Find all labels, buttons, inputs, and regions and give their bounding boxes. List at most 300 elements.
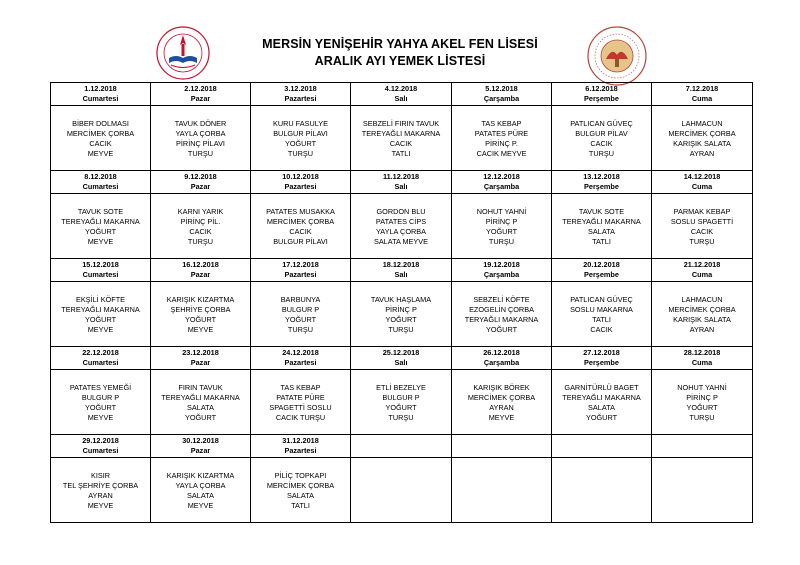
menu-cell [552, 370, 652, 435]
day-weekday: Pazartesi [284, 182, 317, 191]
menu-row [51, 458, 753, 523]
menu-item: YOĞURT [485, 325, 518, 334]
list-title: ARALIK AYI YEMEK LİSTESİ [314, 54, 486, 68]
menu-item: TAS KEBAP [481, 119, 522, 128]
menu-item: SALATA [187, 491, 214, 500]
menu-cell [552, 458, 652, 523]
menu-item: TURŞU [689, 237, 715, 246]
menu-item: TEREYAĞLI MAKARNA [562, 393, 641, 402]
menu-item: SALATA [287, 491, 314, 500]
menu-item: PİRİNÇ PİLAVI [176, 139, 225, 148]
date-cell [251, 259, 351, 282]
menu-items [51, 205, 150, 247]
menu-cell [351, 282, 452, 347]
menu-item: TURŞU [187, 149, 214, 158]
menu-item: KARIŞIK SALATA [673, 139, 731, 148]
menu-item: BARBUNYA [280, 295, 321, 304]
day-date: 2.12.2018 [184, 84, 217, 93]
menu-item: TURŞU [187, 237, 214, 246]
menu-item: TURŞU [588, 149, 615, 158]
menu-item: TEREYAĞLI MAKARNA [161, 393, 240, 402]
day-date: 22.12.2018 [82, 348, 119, 357]
menu-items [552, 489, 651, 491]
menu-cell [151, 194, 251, 259]
day-weekday: Cuma [691, 182, 713, 191]
menu-items [552, 117, 651, 159]
menu-item: TAVUK SOTE [578, 207, 625, 216]
menu-items [351, 381, 451, 423]
date-cell [552, 259, 652, 282]
menu-items [452, 205, 551, 247]
date-cell [51, 83, 151, 106]
menu-items [151, 381, 250, 423]
menu-cell [151, 106, 251, 171]
menu-item: MEYVE [87, 237, 114, 246]
menu-item: KARNI YARIK [177, 207, 224, 216]
date-cell [652, 435, 753, 458]
menu-cell [652, 106, 753, 171]
menu-cell [452, 194, 552, 259]
day-date: 17.12.2018 [282, 260, 319, 269]
menu-items [351, 205, 451, 247]
day-date: 20.12.2018 [583, 260, 620, 269]
menu-item: TURŞU [287, 149, 314, 158]
menu-item: TEREYAĞLI MAKARNA [361, 129, 441, 138]
menu-item: SEBZELİ FIRIN TAVUK [362, 119, 440, 128]
date-cell [251, 83, 351, 106]
menu-item: MEYVE [488, 413, 515, 422]
menu-item: YOĞURT [686, 403, 718, 412]
day-date: 26.12.2018 [483, 348, 520, 357]
day-weekday: Salı [394, 358, 408, 367]
menu-item: PATATES YEMEĞİ [69, 383, 132, 392]
menu-item: YOĞURT [184, 315, 217, 324]
date-cell [351, 83, 452, 106]
menu-item: KARIŞIK SALATA [673, 315, 731, 324]
day-weekday: Perşembe [584, 270, 619, 279]
menu-cell [652, 458, 753, 523]
menu-item: PİRİNÇ P [385, 305, 417, 314]
menu-items [552, 205, 651, 247]
menu-items [251, 381, 350, 423]
menu-item: SALATA [187, 403, 214, 412]
menu-item: SEBZELİ KÖFTE [473, 295, 530, 304]
menu-item: CACIK [590, 325, 613, 334]
menu-items [251, 293, 350, 335]
menu-item: MERCİMEK ÇORBA [668, 305, 736, 314]
day-weekday: Cuma [691, 358, 713, 367]
menu-cell [51, 370, 151, 435]
menu-cell [552, 194, 652, 259]
menu-item: YOĞURT [284, 315, 317, 324]
date-cell [652, 259, 753, 282]
menu-item: SALATA [588, 403, 615, 412]
menu-item: SPAGETTİ SOSLU [269, 403, 332, 412]
day-date: 14.12.2018 [683, 172, 721, 181]
menu-item: TEREYAĞLI MAKARNA [562, 217, 641, 226]
day-weekday: Pazar [190, 182, 211, 191]
date-row [51, 83, 753, 106]
date-cell [151, 83, 251, 106]
day-weekday: Perşembe [584, 358, 619, 367]
menu-item: PATATES PÜRE [474, 129, 529, 138]
menu-items [452, 381, 551, 423]
day-date: 3.12.2018 [284, 84, 317, 93]
menu-item: TAVUK SOTE [77, 207, 124, 216]
day-weekday: Cuma [691, 94, 713, 103]
menu-item: SALATA [588, 227, 615, 236]
menu-item: BİBER DOLMASI [72, 119, 129, 128]
day-weekday: Salı [394, 270, 408, 279]
day-date: 16.12.2018 [182, 260, 219, 269]
date-cell [51, 435, 151, 458]
menu-items [351, 293, 451, 335]
menu-item: NOHUT YAHNİ [476, 207, 527, 216]
date-cell [552, 347, 652, 370]
day-date: 11.12.2018 [382, 172, 420, 181]
menu-items [652, 489, 752, 491]
day-date: 31.12.2018 [282, 436, 319, 445]
menu-item: EKŞİLİ KÖFTE [75, 295, 126, 304]
menu-items [251, 205, 350, 247]
menu-item: PİRİNÇ P [485, 217, 518, 226]
menu-items [652, 205, 752, 247]
menu-cell [652, 282, 753, 347]
date-cell [452, 83, 552, 106]
date-cell [452, 347, 552, 370]
menu-cell [151, 282, 251, 347]
menu-item: YOĞURT [385, 315, 417, 324]
menu-items [151, 205, 250, 247]
date-cell [552, 435, 652, 458]
menu-item: TATLI [391, 149, 411, 158]
menu-item: YOĞURT [184, 413, 217, 422]
menu-item: TATLI [291, 501, 310, 510]
menu-cell [351, 106, 452, 171]
menu-item: YOĞURT [385, 403, 417, 412]
date-cell [351, 171, 452, 194]
menu-cell [652, 194, 753, 259]
menu-row [51, 370, 753, 435]
menu-items [51, 117, 150, 159]
menu-item: PATATES MUSAKKA [266, 207, 335, 216]
date-cell [351, 347, 452, 370]
day-date: 5.12.2018 [485, 84, 518, 93]
date-cell [351, 435, 452, 458]
day-weekday: Pazar [190, 446, 211, 455]
menu-item: MERCİMEK ÇORBA [266, 217, 335, 226]
date-cell [51, 171, 151, 194]
menu-table [50, 82, 753, 523]
menu-cell [51, 458, 151, 523]
menu-items [351, 489, 451, 491]
date-row [51, 347, 753, 370]
menu-item: TAVUK HAŞLAMA [370, 295, 432, 304]
menu-item: CACIK [289, 227, 312, 236]
menu-items [351, 117, 451, 159]
day-date: 18.12.2018 [382, 260, 420, 269]
menu-item: NOHUT YAHNİ [677, 383, 727, 392]
menu-item: TATLI [592, 315, 611, 324]
day-weekday: Çarşamba [483, 270, 520, 279]
menu-item: PATATES CİPS [375, 217, 427, 226]
menu-item: TEL ŞEHRİYE ÇORBA [62, 481, 139, 490]
menu-item: BULGUR P [81, 393, 120, 402]
menu-cell [151, 458, 251, 523]
menu-item: BULGUR P [382, 393, 420, 402]
date-cell [652, 171, 753, 194]
menu-items [151, 117, 250, 159]
day-date: 24.12.2018 [282, 348, 319, 357]
day-date: 13.12.2018 [583, 172, 620, 181]
menu-cell [452, 458, 552, 523]
day-weekday: Çarşamba [483, 182, 520, 191]
menu-item: CACIK [590, 139, 613, 148]
day-weekday: Cumartesi [82, 446, 119, 455]
menu-item: AYRAN [689, 325, 715, 334]
day-date: 28.12.2018 [683, 348, 721, 357]
menu-item: BULGUR PİLAV [575, 129, 628, 138]
menu-cell [452, 370, 552, 435]
menu-cell [452, 106, 552, 171]
menu-item: TURŞU [287, 325, 314, 334]
menu-item: TAS KEBAP [280, 383, 321, 392]
day-weekday: Pazartesi [284, 358, 317, 367]
day-weekday: Cumartesi [82, 270, 119, 279]
menu-items [452, 489, 551, 491]
menu-item: CACIK [189, 227, 212, 236]
menu-items [251, 469, 350, 511]
date-cell [652, 347, 753, 370]
menu-item: TEREYAĞLI MAKARNA [61, 305, 140, 314]
day-date: 12.12.2018 [483, 172, 520, 181]
day-weekday: Pazartesi [284, 94, 317, 103]
menu-row [51, 194, 753, 259]
menu-item: AYRAN [689, 149, 715, 158]
menu-items [552, 381, 651, 423]
day-date: 7.12.2018 [685, 84, 719, 93]
menu-items [452, 117, 551, 159]
menu-items [51, 381, 150, 423]
menu-item: TATLI [592, 237, 611, 246]
menu-item: PİRİNÇ P [686, 393, 718, 402]
day-date: 25.12.2018 [382, 348, 420, 357]
menu-cell [51, 282, 151, 347]
menu-item: MEYVE [187, 501, 214, 510]
date-cell [51, 259, 151, 282]
menu-item: KARIŞIK BÖREK [473, 383, 530, 392]
menu-item: CACIK [690, 227, 714, 236]
day-date: 4.12.2018 [384, 84, 418, 93]
date-cell [251, 171, 351, 194]
date-row [51, 171, 753, 194]
menu-item: MERCİMEK ÇORBA [266, 481, 335, 490]
menu-item: KISIR [90, 471, 111, 480]
menu-item: CACIK TURŞU [275, 413, 326, 422]
day-date: 9.12.2018 [184, 172, 217, 181]
menu-cell [51, 106, 151, 171]
day-weekday: Pazar [190, 358, 211, 367]
day-weekday: Perşembe [584, 94, 619, 103]
day-weekday: Salı [394, 94, 408, 103]
date-cell [151, 171, 251, 194]
menu-item: YOĞURT [84, 227, 117, 236]
date-row [51, 435, 753, 458]
date-cell [552, 171, 652, 194]
menu-item: MEYVE [87, 325, 114, 334]
menu-item: PİRİNÇ P. [485, 139, 518, 148]
date-cell [251, 347, 351, 370]
menu-item: YOĞURT [485, 227, 518, 236]
menu-item: YOĞURT [284, 139, 317, 148]
menu-items [552, 293, 651, 335]
menu-item: PARMAK KEBAP [673, 207, 731, 216]
menu-item: PATATE PÜRE [276, 393, 325, 402]
menu-cell [151, 370, 251, 435]
menu-cell [251, 458, 351, 523]
menu-item: SOSLU SPAGETTİ [670, 217, 734, 226]
day-weekday: Çarşamba [483, 94, 520, 103]
menu-item: YAYLA ÇORBA [175, 129, 226, 138]
title-block [0, 36, 800, 70]
menu-item: PİLİÇ TOPKAPI [274, 471, 327, 480]
menu-item: SALATA MEYVE [373, 237, 429, 246]
menu-cell [552, 282, 652, 347]
menu-item: TURŞU [388, 413, 414, 422]
day-weekday: Cumartesi [82, 94, 119, 103]
day-weekday: Pazar [190, 270, 211, 279]
day-weekday: Salı [394, 182, 408, 191]
menu-cell [251, 106, 351, 171]
date-cell [452, 259, 552, 282]
menu-item: MEYVE [87, 413, 114, 422]
day-date: 29.12.2018 [82, 436, 119, 445]
day-date: 21.12.2018 [683, 260, 721, 269]
day-weekday: Perşembe [584, 182, 619, 191]
menu-item: MERCİMEK ÇORBA [66, 129, 135, 138]
menu-cell [552, 106, 652, 171]
menu-item: MERCİMEK ÇORBA [467, 393, 536, 402]
page-header [0, 0, 800, 80]
day-date: 10.12.2018 [282, 172, 319, 181]
day-weekday: Pazartesi [284, 270, 317, 279]
day-date: 6.12.2018 [585, 84, 618, 93]
day-date: 1.12.2018 [84, 84, 117, 93]
menu-item: BULGUR PİLAVI [273, 129, 328, 138]
menu-item: TURŞU [689, 413, 715, 422]
menu-items [452, 293, 551, 335]
menu-item: ŞEHRİYE ÇORBA [170, 305, 231, 314]
menu-item: BULGUR PİLAVI [273, 237, 328, 246]
menu-item: ETLİ BEZELYE [376, 383, 426, 392]
menu-item: LAHMACUN [681, 119, 723, 128]
menu-item: TEREYAĞLI MAKARNA [61, 217, 140, 226]
menu-items [151, 469, 250, 511]
menu-cell [51, 194, 151, 259]
menu-item: LAHMACUN [681, 295, 723, 304]
menu-item: GORDON BLU [376, 207, 426, 216]
day-date: 15.12.2018 [82, 260, 119, 269]
menu-item: YAYLA ÇORBA [175, 481, 226, 490]
menu-item: CACIK MEYVE [476, 149, 527, 158]
menu-items [51, 293, 150, 335]
menu-items [652, 293, 752, 335]
menu-item: SOSLU MAKARNA [570, 305, 633, 314]
menu-item: YOĞURT [84, 315, 117, 324]
day-date: 30.12.2018 [182, 436, 219, 445]
menu-item: KARIŞIK KIZARTMA [166, 295, 235, 304]
menu-item: YAYLA ÇORBA [375, 227, 427, 236]
menu-items [51, 469, 150, 511]
menu-item: BULGUR P [281, 305, 320, 314]
menu-item: MERCİMEK ÇORBA [668, 129, 736, 138]
day-weekday: Cuma [691, 270, 713, 279]
menu-items [652, 381, 752, 423]
date-cell [151, 435, 251, 458]
day-weekday: Cumartesi [82, 182, 119, 191]
day-date: 23.12.2018 [182, 348, 219, 357]
menu-item: AYRAN [489, 403, 514, 412]
menu-item: CACIK [389, 139, 413, 148]
day-date: 8.12.2018 [84, 172, 117, 181]
menu-item: MEYVE [87, 501, 114, 510]
day-weekday: Cumartesi [82, 358, 119, 367]
date-cell [552, 83, 652, 106]
date-cell [151, 347, 251, 370]
menu-cell [452, 282, 552, 347]
menu-item: AYRAN [88, 491, 113, 500]
menu-row [51, 106, 753, 171]
menu-item: YOĞURT [585, 413, 618, 422]
menu-item: MEYVE [187, 325, 214, 334]
menu-items [251, 117, 350, 159]
menu-item: MEYVE [87, 149, 114, 158]
menu-item: PATLICAN GÜVEÇ [570, 119, 633, 128]
menu-item: CACIK [89, 139, 112, 148]
menu-items [151, 293, 250, 335]
date-cell [151, 259, 251, 282]
menu-item: KARIŞIK KIZARTMA [166, 471, 235, 480]
menu-cell [251, 282, 351, 347]
menu-items [652, 117, 752, 159]
menu-item: TERYAĞLI MAKARNA [464, 315, 539, 324]
menu-cell [251, 370, 351, 435]
day-date: 19.12.2018 [483, 260, 520, 269]
menu-cell [351, 458, 452, 523]
menu-item: PATLICAN GÜVEÇ [570, 295, 633, 304]
date-cell [351, 259, 452, 282]
date-cell [251, 435, 351, 458]
date-cell [452, 435, 552, 458]
school-title: MERSİN YENİŞEHİR YAHYA AKEL FEN LİSESİ [262, 37, 538, 51]
menu-cell [652, 370, 753, 435]
menu-cell [351, 370, 452, 435]
menu-item: TURŞU [488, 237, 515, 246]
date-cell [452, 171, 552, 194]
menu-row [51, 282, 753, 347]
date-cell [51, 347, 151, 370]
day-weekday: Pazartesi [284, 446, 317, 455]
day-weekday: Pazar [190, 94, 211, 103]
menu-cell [251, 194, 351, 259]
menu-item: FIRIN TAVUK [178, 383, 223, 392]
day-date: 27.12.2018 [583, 348, 620, 357]
menu-item: TAVUK DÖNER [174, 119, 227, 128]
menu-item: TURŞU [388, 325, 414, 334]
menu-item: PİRİNÇ PİL. [180, 217, 221, 226]
day-weekday: Çarşamba [483, 358, 520, 367]
menu-item: EZOGELİN ÇORBA [469, 305, 534, 314]
